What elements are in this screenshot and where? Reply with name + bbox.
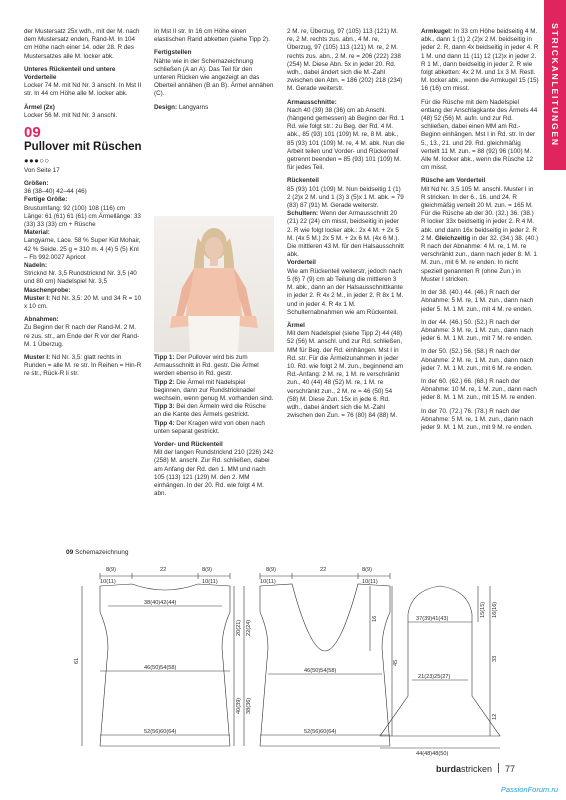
back-top2-right: 10(11) <box>202 579 218 585</box>
unteres-text: Locker 74 M. mit Nd Nr. 3 anschl. In Mst II str. In 44 cm Höhe alle M. locker abk. <box>24 82 142 98</box>
gleichzeitig-label: Gleichzeitig <box>435 234 471 242</box>
back-width-3: 52(56)60(64) <box>144 729 177 735</box>
schematic-title: Schemazeichnung <box>75 549 129 556</box>
muster-label: Muster I: <box>24 354 51 361</box>
tipp1-text: Der Pullover wird bis zum Armausschnitt in Rd. gestr. Die Ärmel werden ebenso in Rd. gestr. <box>154 354 259 378</box>
design-text: Langyarns <box>178 103 209 111</box>
schematic-caption <box>66 549 129 556</box>
column-2 <box>154 28 274 117</box>
schematic-drawing <box>0 556 540 756</box>
sleeve-height-ruffle: 12 <box>492 713 498 720</box>
model-photo <box>154 216 274 352</box>
page-footer <box>436 763 515 774</box>
tipp2-label: Tipp 2: <box>154 378 175 386</box>
back-width-1: 38(40)42(44) <box>144 600 177 606</box>
sleeve-width-bottom: 44(48)48(50) <box>416 751 449 756</box>
back-height-total: 61 <box>74 657 80 664</box>
instruction-g1: In der 38. (40.) 44. (46.) R nach der Abnahme: 5 M. re, 1 M. zun., dann nach jeder 5. M. 1 M. zun., mit 4 M. re enden. <box>421 289 534 313</box>
front-top2-right: 10(11) <box>362 579 378 585</box>
nadeln-heading: Nadeln: <box>24 261 48 269</box>
armausschnitte-text: Nach 40 (39) 38 (36) cm ab Anschl. (hängend gemessen) ab Beginn der Rd. 1 Rd. wie folgt str.: zu Beg. der Rd. 4 M. abk., 85 (93) 101 (109) M. re, 8 M. abk., 85 (93) 101 (109) M. re, 4 M. abk. Nun die Arbeit teilen und Vorder- und Rückenteil getrennt beenden = 85 (93) 101 (109) M. für jedes Teil. <box>287 106 405 172</box>
back-top-right: 8(9) <box>202 567 212 573</box>
abnahmen-heading: Abnahmen: <box>24 316 59 324</box>
abnahmen-text: Zu Beginn der R nach der Rand-M. 2 M. re zus. str., am Ende der R vor der Rand-M. 1 Überzug. <box>24 324 140 348</box>
vr-heading: Vorder- und Rückenteil <box>154 441 223 449</box>
von-seite: Von Seite 17 <box>24 166 60 174</box>
ruesche-vorderteil-heading: Rüsche am Vorderteil <box>421 177 486 185</box>
fertigstellen-heading: Fertigstellen <box>154 49 192 57</box>
pattern-title: Pullover mit Rüschen <box>24 141 142 154</box>
rueckenteil-text: 85 (93) 101 (109) M. Nun beidseitig 1 (1) 2 (2)x 2 M. und 1 (3) 3 (5)x 1 M. abk. = 79 (83) 87 (91) M. Gerade weiterstr. <box>287 185 404 210</box>
design-label: Design: <box>154 103 178 111</box>
page-number: 77 <box>505 764 516 774</box>
pattern-number: 09 <box>24 124 41 142</box>
front-width-3: 52(56)60(64) <box>304 729 337 735</box>
nadeln-text: Stricknd Nr. 3,5 Rundstricknd Nr. 3,5 (40 und 80 cm) Nadelspiel Nr. 3,5 <box>24 270 137 286</box>
back-top2-left: 10(11) <box>100 579 116 585</box>
tipp1-label: Tipp 1: <box>154 354 175 361</box>
schultern-label: Schultern: <box>287 210 319 218</box>
col2-intro: In Mst II str. In 16 cm Höhe einen elastischen Rand abketten (siehe Tipp 2). <box>154 28 270 44</box>
armkugel-label: Armkugel: <box>421 28 453 35</box>
instruction-g2: In der 44. (46.) 50. (52.) R nach der Abnahme: 3 M. re, 1 M. zun., dann nach jeder 6. M. 1 M. zun., mit 7 M. re enden. <box>421 318 534 343</box>
watermark: PassionForum.ru <box>500 785 558 794</box>
front-top2-left: 10(11) <box>260 579 276 585</box>
instruction-g4: In der 60. (62.) 66. (68.) R nach der Abnahme: 10 M. re, 1 M. zun., dann nach jeder 8. M. 1 M. zun., mit 15 M. re enden. <box>421 377 537 402</box>
muster-text: Nd Nr. 3,5: glatt rechts in Runden = alle M. re str. In Reihen = Hin-R re str., Rück-R li str. <box>24 354 142 378</box>
aermel2-heading: Ärmel <box>287 321 305 329</box>
design-credit <box>154 104 274 112</box>
instruction-g5: In der 70. (72.) 76. (78.) R nach der Abnahme: 5 M. re, 1 M. zun., dann nach jeder 9. M. 1 M. zun., mit 9 M. re enden. <box>421 407 534 431</box>
front-top-left: 8(9) <box>266 567 276 573</box>
rueckenteil-heading: Rückenteil <box>287 177 319 185</box>
back-top-mid: 22 <box>160 567 167 573</box>
column-1 <box>24 28 142 384</box>
back-width-2: 46(50)54(58) <box>144 665 177 671</box>
fertig-text: Brustumfang: 92 (100) 108 (116) cm Länge: 61 (61) 61 (61) cm Ärmellänge: 33 (33) 33 (33) cm + Rüsche <box>24 204 141 228</box>
back-top-left: 8(9) <box>106 567 116 573</box>
ruesche-vorderteil-text: Mit Nd Nr. 3,5 105 M. anschl. Muster I in R stricken. In der 6., 16. und 24. R gleichmäßig verteilt 20 M. zun. = 165 M. Für die Rüsche ab der 30. (32.) 36. (38.) R locker 33x beidseitig in jeder 2. R 4 M. abk. und dann 16x beidseitig in jeder 2. R 2 M. <box>421 185 537 242</box>
front-width-2: 46(50)54(58) <box>304 668 337 674</box>
ruesche-vorderteil-section <box>421 177 539 284</box>
unteres-heading: Unteres Rückenteil und untere Vorderteile <box>24 65 116 82</box>
ruesche-text: Für die Rüsche mit dem Nadelspiel entlang der Anschlagkante des Ärmels 44 (48) 52 (56) M. aufn. und zur Rd. schließen, dabei einen MM am Rd.-Beginn einhängen. Mst I in Rd. str. In der 5., 13., 21. und 29. Rd. gleichmäßig verteilt 11 M. zun. = 88 (92) 96 (100) M. Alle M. locker abk., wenn die Rüsche 12 cm misst. <box>421 98 538 172</box>
front-top-mid: 22 <box>320 567 327 573</box>
section-tab-label: STRICKANLEITUNGEN <box>550 23 560 147</box>
tipp4-label: Tipp 4: <box>154 419 175 427</box>
groessen-section <box>24 180 142 311</box>
gleichzeitig-text: in der 32. (34.) 38. (40.) R nach der Abnahme: 4 M. re, 1 M. re verschränkt zun., dann nach jeder 8. M. 1 M. zun., mit 6 M. re enden. In nicht speziell genannten R (ohne Zun.) in Muster I stricken. <box>421 234 539 283</box>
vr-section <box>154 441 274 498</box>
back-height-low-2: 38(36) <box>246 697 252 714</box>
tipp4-text: Der Kragen wird von oben nach unten separat gestrickt. <box>154 419 265 435</box>
rueckenteil-section <box>287 177 405 316</box>
tipp3-label: Tipp 3: <box>154 403 175 411</box>
unteres-section <box>24 66 142 99</box>
sleeve-width-mid: 21(23)25(27) <box>418 674 451 680</box>
abnahmen-section <box>24 316 142 349</box>
difficulty-rating: ●●●○○ <box>24 155 50 165</box>
maschen-label: Muster I: <box>24 294 51 302</box>
sleeve-width-cap: 37(39)41(43) <box>416 616 449 622</box>
vr-text: Mit der langen Rundstricknd 210 (226) 242 (258) M. anschl. Zur Rd. schließen, dabei am Anfang der Rd. den 1. MM und nach 105 (113) 121 (129) M. den 2. MM einhängen. In der 20. Rd. wie folgt 4 M. abn. <box>154 449 274 498</box>
material-heading: Material: <box>24 229 50 237</box>
back-height-arm-2: 22(24) <box>246 619 252 636</box>
front-piece-outline <box>260 584 390 746</box>
vorderteil-text: Wie am Rückenteil weiterstr, jedoch nach 5 (6) 7 (9) cm ab Teilung die mittleren 3 M. abk., dann an der Halsausschnittkante in jeder 2. R 4x 2 M., in jeder 2. R 8x 1 M. und in jeder 4. R 4x 1 M. Schulternabnahmen wie am Rückenteil. <box>287 267 404 316</box>
tipps-section <box>154 354 274 436</box>
aermel-text: Locker 56 M. mit Nd Nr. 3 anschl. <box>24 111 118 119</box>
back-height-low-1: 40(39) <box>236 697 242 714</box>
armausschnitte-heading: Armausschnitte: <box>287 98 337 106</box>
sleeve-height-cap-b: 16(16) <box>492 601 498 618</box>
fertigstellen-text: Nähte wie in der Schemazeichnung schließen (A an A). Das Teil für den unteren Rücken wie angezeigt an das Oberteil annähen (B an B). Ärmel annähen (C). <box>154 57 274 98</box>
front-height-neck: 16 <box>372 615 378 622</box>
back-height-arm-1: 20(21) <box>236 619 242 636</box>
vorderteil-heading: Vorderteil <box>287 259 316 267</box>
column-3 <box>287 28 405 425</box>
tipp3-text: Bei den Ärmeln wird die Rüsche an die Kante des Ärmels gestrickt. <box>154 403 266 419</box>
muster-section <box>24 354 142 379</box>
aermel-heading: Ärmel (2x) <box>24 103 55 111</box>
sleeve-height-total: 45 <box>393 659 399 666</box>
column-4 <box>421 28 539 437</box>
fertig-heading: Fertige Größe: <box>24 196 68 204</box>
aermel2-section <box>287 322 405 420</box>
fertigstellen-section <box>154 49 274 98</box>
maschen-heading: Maschenprobe: <box>24 286 71 294</box>
schematic-number: 09 <box>66 549 74 556</box>
material-text: Langyarne, Lace. 58 % Super Kid Mohair, 42 % Seide. 25 g = 310 m. 4 (4) 5 (5) Knl – Fb 992.0027 Apricot <box>24 237 141 261</box>
brand-burda: burda <box>436 764 462 774</box>
maschen-text: Nd Nr. 3,5: 20 M. und 34 R = 10 x 10 cm. <box>24 294 142 310</box>
sleeve-height-cap-a: 15(15) <box>480 601 486 618</box>
armkugel-section <box>421 28 539 94</box>
tipp2-text: Die Ärmel mit Nadelspiel beginnen, dann zur Rundstricknadel wechseln, wenn genug M. vorhanden sind. <box>154 378 274 403</box>
schultern-text: Wenn der Armausschnitt 20 (21) 22 (24) cm misst, beidseitig in jeder 2. R wie folgt locker abk.: 2x 4 M. + 2x 5 M. (4x 5 M.) 2x 5 M. + 2x 6 M. (4x 6 M.). Die mittleren 43 M. für den Halsausschnitt abk. <box>287 210 404 259</box>
col3-p1: 2 M. re, Überzug, 97 (105) 113 (121) M. re, 2 M. rechts zus. abn., 4 M. re, Überzug, 97 (105) 113 (121) M. re, 2 M. rechts zus. abn., 2 M. re = 206 (222) 238 (254) M. Diese Abn. 5x in jeder 20. Rd. wdh., dabei ändert sich die M.-Zahl zwischen den Abn. = 186 (202) 218 (234) M. Gerade weiterstr. <box>287 28 403 93</box>
footer-divider <box>498 763 499 773</box>
groessen-heading: Größen: <box>24 179 49 187</box>
aermel-section <box>24 104 142 120</box>
armkugel-text: In 33 cm Höhe beidseitig 4 M. abk., dann 1 (1) 2 (2)x 2 M. beidseitig in jeder 2. R, dann 4x beidseitig in jeder 4. R 1 M. und dann 11 (11) 12 (12)x in jeder 2. R 1 M., dann beidseitig in jeder 2. R wie folgt abketten: 4x 2 M. und 1x 3 M. Restl. M. locker abk., wenn die Armkugel 15 (15) 16 (16) cm misst. <box>421 28 539 93</box>
section-tab <box>544 0 566 170</box>
groessen-text: 36 (38–40) 42–44 (46) <box>24 188 87 196</box>
instruction-g3: In der 50. (52.) 56. (58.) R nach der Abnahme: 2 M. re, 1 M. zun., dann nach jeder 7. M. 1 M. zun., mit 6 M. re enden. <box>421 348 534 372</box>
col1-intro: der Mustersatz 25x wdh., mit der M. nach dem Mustersatz enden, Rand-M. In 104 cm Höhe nach einer 14. oder 28. R des Mustersatzes alle M. locker abk. <box>24 28 140 60</box>
column-2-lower <box>154 354 274 503</box>
aermel2-text: Mit dem Nadelspiel (siehe Tipp 2) 44 (48) 52 (56) M. anschl. und zur Rd. schließen, MM für Beg. der Rd. einhängen. Mst I in Rd. str. Für die Ärmelzunahmen in jeder 10. Rd. wie folgt 2 M. zun., beginnend am Rd.-Anfang: 2 M. re, 1 M. re verschränkt zun., 40 (44) 48 (52) M. re, 1 M. re verschränkt zun., 2 M. re = 46 (50) 54 (58) M. Diese Zun. 15x in jede 6. Rd. wdh., dabei ändert sich die M.-Zahl zwischen den Zun. = 76 (80) 84 (88) M. <box>287 330 404 420</box>
sleeve-height-sleeve: 33 <box>492 655 498 662</box>
armausschnitte-section <box>287 99 405 173</box>
brand-stricken: stricken <box>461 764 493 774</box>
front-top-right: 8(9) <box>362 567 372 573</box>
